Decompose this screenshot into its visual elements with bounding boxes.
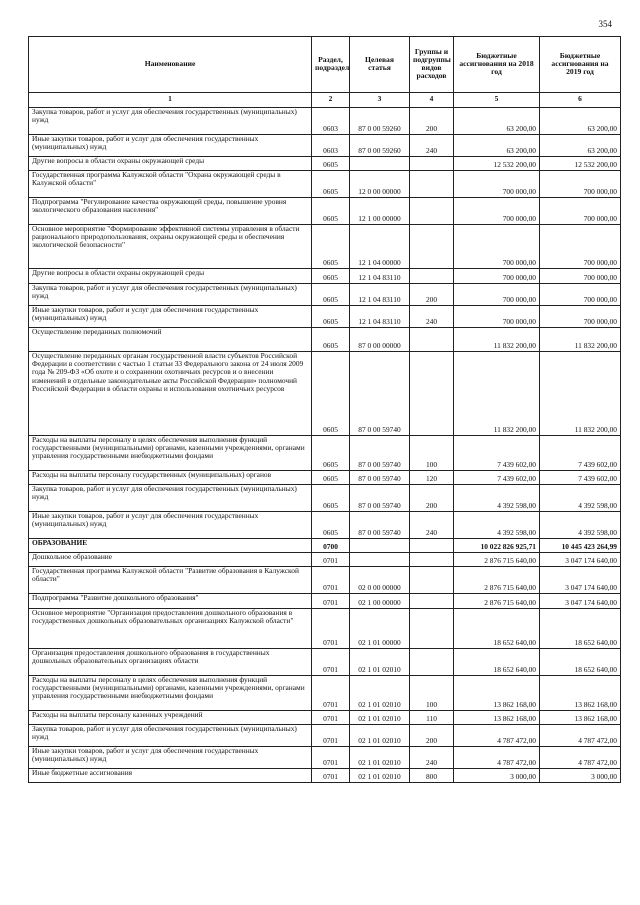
row-2018: 18 652 640,00 [454, 609, 540, 649]
row-section: 0605 [312, 436, 350, 471]
row-name: Осуществление переданных органам государственной власти субъектов Российской Федерации в соответствии с частью 1 статьи 33 Федерального закона от 24 июля 2009 года № 209-ФЗ «Об охоте и о сохранении охотничьих ресурсов и о внесении изменений в отдельные законодательные акты Российской Федерации» полномочий Российской Федерации в области охраны и использования охотничьих ресурсов [29, 352, 312, 436]
row-2018: 700 000,00 [454, 171, 540, 198]
row-2018: 2 876 715 640,00 [454, 567, 540, 594]
row-name: Закупка товаров, работ и услуг для обеспечения государственных (муниципальных) нужд [29, 284, 312, 306]
row-2018: 2 876 715 640,00 [454, 594, 540, 609]
row-target: 87 0 00 59260 [350, 135, 410, 157]
row-name: Иные бюджетные ассигнования [29, 769, 312, 783]
table-row [29, 198, 621, 225]
row-name: Государственная программа Калужской области "Развитие образования в Калужской области" [29, 567, 312, 594]
row-target: 02 1 01 02010 [350, 676, 410, 711]
row-target: 87 0 00 59740 [350, 352, 410, 436]
row-group: 110 [410, 711, 454, 725]
row-section: 0605 [312, 171, 350, 198]
row-target: 12 1 04 00000 [350, 225, 410, 269]
row-name: Подпрограмма "Развитие дошкольного образования" [29, 594, 312, 609]
row-section: 0701 [312, 676, 350, 711]
row-group: 200 [410, 725, 454, 747]
row-target: 87 0 00 59740 [350, 512, 410, 539]
row-2018: 700 000,00 [454, 306, 540, 328]
row-2019: 12 532 200,00 [540, 157, 621, 171]
row-2018: 11 832 200,00 [454, 352, 540, 436]
row-2019: 4 787 472,00 [540, 747, 621, 769]
table-row [29, 512, 621, 539]
row-target: 12 0 00 00000 [350, 171, 410, 198]
row-group: 240 [410, 512, 454, 539]
row-2019: 18 652 640,00 [540, 649, 621, 676]
row-group: 240 [410, 306, 454, 328]
header-group: Группы и подгруппы видов расходов [410, 37, 454, 93]
row-group [410, 328, 454, 352]
row-group: 120 [410, 471, 454, 485]
row-section: 0605 [312, 306, 350, 328]
row-section: 0605 [312, 284, 350, 306]
row-name: Государственная программа Калужской области "Охрана окружающей среды в Калужской области" [29, 171, 312, 198]
row-2018: 4 787 472,00 [454, 747, 540, 769]
row-section: 0701 [312, 553, 350, 567]
row-group: 200 [410, 485, 454, 512]
row-2018: 11 832 200,00 [454, 328, 540, 352]
row-group [410, 352, 454, 436]
header-section: Раздел, подраздел [312, 37, 350, 93]
row-target: 12 1 00 00000 [350, 198, 410, 225]
row-name: Расходы на выплаты персоналу в целях обеспечения выполнения функций государственными (муниципальными) органами, казенными учреждениями, органами управления государственными внебюджетными фондами [29, 436, 312, 471]
row-name: Иные закупки товаров, работ и услуг для обеспечения государственных (муниципальных) нужд [29, 135, 312, 157]
row-target: 87 0 00 59260 [350, 108, 410, 135]
row-2019: 7 439 602,00 [540, 471, 621, 485]
row-2018: 700 000,00 [454, 198, 540, 225]
column-number: 6 [540, 93, 621, 108]
column-number: 5 [454, 93, 540, 108]
table-row [29, 769, 621, 783]
row-2018: 63 200,00 [454, 108, 540, 135]
row-2018: 10 022 826 925,71 [454, 539, 540, 553]
row-2019: 3 047 174 640,00 [540, 594, 621, 609]
row-group: 800 [410, 769, 454, 783]
row-name: Расходы на выплаты персоналу в целях обеспечения выполнения функций государственными (муниципальными) органами, казенными учреждениями, органами управления государственными внебюджетными фондами [29, 676, 312, 711]
table-row [29, 135, 621, 157]
budget-table [28, 36, 621, 783]
column-number: 3 [350, 93, 410, 108]
row-section: 0701 [312, 725, 350, 747]
row-2018: 3 000,00 [454, 769, 540, 783]
header-row [29, 37, 621, 93]
row-2019: 700 000,00 [540, 284, 621, 306]
row-target: 02 1 01 02010 [350, 747, 410, 769]
row-name: Осуществление переданных полномочий [29, 328, 312, 352]
row-target: 87 0 00 59740 [350, 436, 410, 471]
row-2019: 700 000,00 [540, 171, 621, 198]
row-2018: 7 439 602,00 [454, 436, 540, 471]
row-name: Закупка товаров, работ и услуг для обеспечения государственных (муниципальных) нужд [29, 485, 312, 512]
table-row [29, 352, 621, 436]
table-row [29, 747, 621, 769]
row-name: Расходы на выплаты персоналу государственных (муниципальных) органов [29, 471, 312, 485]
table-row [29, 485, 621, 512]
row-target: 12 1 04 83110 [350, 269, 410, 284]
row-name: Закупка товаров, работ и услуг для обеспечения государственных (муниципальных) нужд [29, 108, 312, 135]
header-2018: Бюджетные ассигнования на 2018 год [454, 37, 540, 93]
column-number: 1 [29, 93, 312, 108]
row-2019: 4 392 598,00 [540, 512, 621, 539]
header-2019: Бюджетные ассигнования на 2019 год [540, 37, 621, 93]
row-name: Основное мероприятие "Организация предоставления дошкольного образования в государственных дошкольных образовательных организациях Калужской области" [29, 609, 312, 649]
row-name: ОБРАЗОВАНИЕ [29, 539, 312, 553]
table-row [29, 676, 621, 711]
row-section: 0700 [312, 539, 350, 553]
row-name: Организация предоставления дошкольного образования в государственных дошкольных образовательных организациях области [29, 649, 312, 676]
row-2018: 7 439 602,00 [454, 471, 540, 485]
table-row [29, 711, 621, 725]
table-row [29, 108, 621, 135]
row-2018: 2 876 715 640,00 [454, 553, 540, 567]
row-target [350, 157, 410, 171]
table-row [29, 157, 621, 171]
row-name: Другие вопросы в области охраны окружающей среды [29, 269, 312, 284]
column-number: 2 [312, 93, 350, 108]
row-target: 87 0 00 00000 [350, 328, 410, 352]
row-target: 02 1 01 02010 [350, 649, 410, 676]
table-row [29, 725, 621, 747]
table-row [29, 594, 621, 609]
row-target: 02 1 01 00000 [350, 609, 410, 649]
row-2019: 18 652 640,00 [540, 609, 621, 649]
row-group: 240 [410, 747, 454, 769]
row-2018: 13 862 168,00 [454, 711, 540, 725]
row-2019: 13 862 168,00 [540, 711, 621, 725]
row-2018: 700 000,00 [454, 225, 540, 269]
table-row [29, 269, 621, 284]
table-row [29, 171, 621, 198]
row-target: 02 1 01 02010 [350, 769, 410, 783]
row-group: 200 [410, 108, 454, 135]
row-section: 0701 [312, 747, 350, 769]
row-section: 0605 [312, 471, 350, 485]
row-group [410, 539, 454, 553]
row-name: Иные закупки товаров, работ и услуг для обеспечения государственных (муниципальных) нужд [29, 512, 312, 539]
row-2019: 700 000,00 [540, 198, 621, 225]
table-row [29, 567, 621, 594]
row-name: Дошкольное образование [29, 553, 312, 567]
row-section: 0701 [312, 711, 350, 725]
row-2019: 11 832 200,00 [540, 352, 621, 436]
row-group [410, 198, 454, 225]
row-target [350, 553, 410, 567]
table-row [29, 436, 621, 471]
table-row [29, 539, 621, 553]
header-name: Наименование [29, 37, 312, 93]
header-target: Целевая статья [350, 37, 410, 93]
row-2019: 3 047 174 640,00 [540, 567, 621, 594]
row-2018: 4 392 598,00 [454, 512, 540, 539]
row-2019: 11 832 200,00 [540, 328, 621, 352]
table-row [29, 284, 621, 306]
row-target: 87 0 00 59740 [350, 485, 410, 512]
row-name: Основное мероприятие "Формирование эффективной системы управления в области рационального природопользования, охраны окружающей среды и обеспечения экологической безопасности" [29, 225, 312, 269]
row-group [410, 157, 454, 171]
row-section: 0605 [312, 352, 350, 436]
table-row [29, 649, 621, 676]
row-2018: 13 862 168,00 [454, 676, 540, 711]
row-group [410, 553, 454, 567]
row-name: Закупка товаров, работ и услуг для обеспечения государственных (муниципальных) нужд [29, 725, 312, 747]
row-2018: 63 200,00 [454, 135, 540, 157]
row-2019: 700 000,00 [540, 225, 621, 269]
row-target: 02 1 01 02010 [350, 711, 410, 725]
row-section: 0605 [312, 225, 350, 269]
table-row [29, 225, 621, 269]
row-2018: 12 532 200,00 [454, 157, 540, 171]
column-number: 4 [410, 93, 454, 108]
row-2018: 18 652 640,00 [454, 649, 540, 676]
row-group [410, 171, 454, 198]
row-group [410, 567, 454, 594]
row-2019: 10 445 423 264,99 [540, 539, 621, 553]
row-group: 240 [410, 135, 454, 157]
row-target: 02 1 01 02010 [350, 725, 410, 747]
row-2019: 4 392 598,00 [540, 485, 621, 512]
row-group [410, 594, 454, 609]
row-section: 0605 [312, 157, 350, 171]
row-name: Другие вопросы в области охраны окружающей среды [29, 157, 312, 171]
column-number-row [29, 93, 621, 108]
row-group [410, 269, 454, 284]
row-section: 0701 [312, 649, 350, 676]
row-target: 12 1 04 83110 [350, 306, 410, 328]
row-section: 0701 [312, 567, 350, 594]
row-section: 0605 [312, 269, 350, 284]
row-2019: 7 439 602,00 [540, 436, 621, 471]
row-name: Подпрограмма "Регулирование качества окружающей среды, повышение уровня экологического образования населения" [29, 198, 312, 225]
table-row [29, 609, 621, 649]
row-2018: 700 000,00 [454, 284, 540, 306]
row-section: 0605 [312, 198, 350, 225]
table-row [29, 471, 621, 485]
table-row [29, 306, 621, 328]
row-group: 100 [410, 676, 454, 711]
row-2019: 3 047 174 640,00 [540, 553, 621, 567]
row-section: 0605 [312, 512, 350, 539]
row-2018: 4 787 472,00 [454, 725, 540, 747]
row-group [410, 609, 454, 649]
row-section: 0603 [312, 108, 350, 135]
row-target: 02 0 00 00000 [350, 567, 410, 594]
table-row [29, 553, 621, 567]
row-2019: 700 000,00 [540, 269, 621, 284]
row-section: 0605 [312, 328, 350, 352]
row-2019: 3 000,00 [540, 769, 621, 783]
row-section: 0701 [312, 769, 350, 783]
table-row [29, 328, 621, 352]
row-name: Расходы на выплаты персоналу казенных учреждений [29, 711, 312, 725]
page-number: 354 [598, 19, 612, 29]
row-target: 12 1 04 83110 [350, 284, 410, 306]
row-group: 200 [410, 284, 454, 306]
row-section: 0701 [312, 609, 350, 649]
row-section: 0603 [312, 135, 350, 157]
row-2018: 700 000,00 [454, 269, 540, 284]
row-group [410, 649, 454, 676]
row-2019: 63 200,00 [540, 108, 621, 135]
row-target [350, 539, 410, 553]
row-section: 0605 [312, 485, 350, 512]
row-2019: 700 000,00 [540, 306, 621, 328]
row-target: 02 1 00 00000 [350, 594, 410, 609]
row-target: 87 0 00 59740 [350, 471, 410, 485]
row-section: 0701 [312, 594, 350, 609]
row-group [410, 225, 454, 269]
row-2019: 4 787 472,00 [540, 725, 621, 747]
row-group: 100 [410, 436, 454, 471]
row-2019: 13 862 168,00 [540, 676, 621, 711]
row-name: Иные закупки товаров, работ и услуг для обеспечения государственных (муниципальных) нужд [29, 747, 312, 769]
row-2019: 63 200,00 [540, 135, 621, 157]
row-2018: 4 392 598,00 [454, 485, 540, 512]
row-name: Иные закупки товаров, работ и услуг для обеспечения государственных (муниципальных) нужд [29, 306, 312, 328]
